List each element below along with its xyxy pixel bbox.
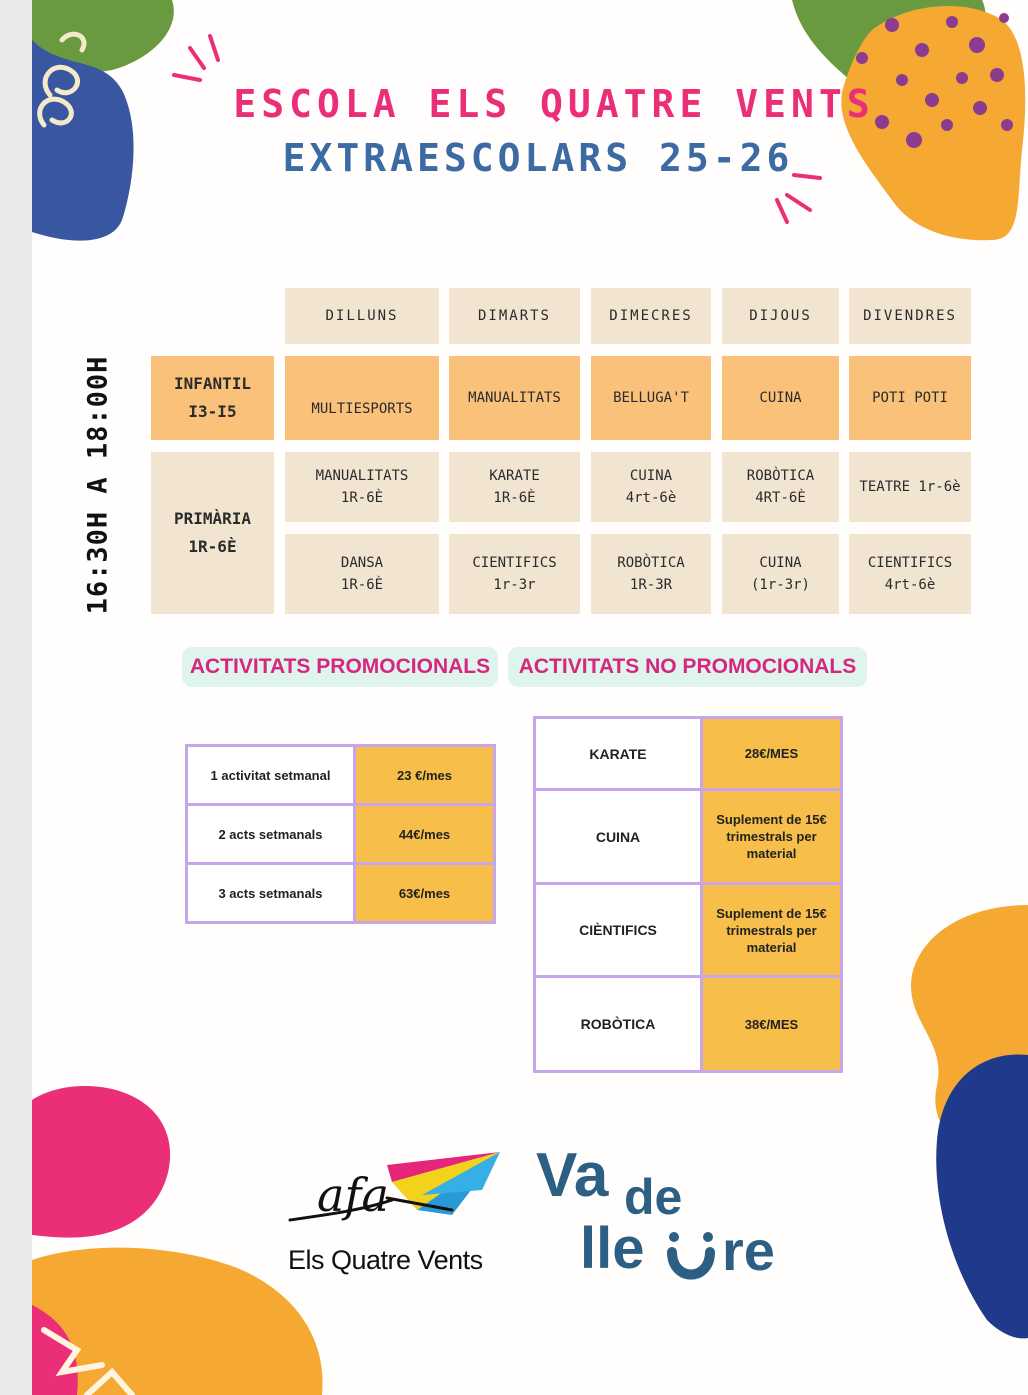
smiley-u-icon (32, 0, 1028, 1395)
school-title: ESCOLA ELS QUATRE VENTS (233, 82, 875, 126)
activity-level: 4RT-6È (755, 490, 806, 506)
activity-level: 1R-6È (340, 577, 384, 593)
activity-level: 1R-6È (340, 490, 384, 506)
vadelleure-logo-re: re (722, 1219, 775, 1282)
activity-name: CIENTIFICS (472, 555, 557, 571)
price-label: 2 acts setmanals (187, 805, 355, 864)
activity-name: TEATRE 1r-6è (859, 479, 961, 495)
activity-cell: MULTIESPORTS (285, 356, 439, 440)
activity-cell: MANUALITATS (449, 356, 580, 440)
price-value: 44€/mes (355, 805, 495, 864)
program-subtitle: EXTRAESCOLARS 25-26 (282, 136, 794, 180)
activity-level: 1R-3R (629, 577, 673, 593)
price-label: 1 activitat setmanal (187, 746, 355, 805)
vadelleure-logo-de: de (624, 1169, 683, 1225)
day-header: DIMECRES (591, 288, 711, 344)
vadelleure-logo-lle: lle (580, 1216, 645, 1281)
day-header: DILLUNS (285, 288, 439, 344)
activity-name: ROBÒTICA (617, 555, 685, 571)
activity-level: 1r-3r (493, 577, 536, 593)
activity-cell: CUINA (722, 356, 839, 440)
price-value: Suplement de 15€ trimestrals per material (702, 790, 842, 884)
row-header-label: INFANTIL (173, 374, 252, 393)
activity-cell: POTI POTI (849, 356, 971, 440)
afa-logo-word: afa (317, 1168, 389, 1222)
time-range-label: 16:30H A 18:00H (82, 355, 114, 615)
row-header-label: PRIMÀRIA (173, 509, 252, 528)
price-label: ROBÒTICA (535, 977, 702, 1072)
day-header: DIVENDRES (849, 288, 971, 344)
price-label: KARATE (535, 718, 702, 790)
activity-name: CIENTIFICS (867, 555, 953, 571)
price-value: 63€/mes (355, 864, 495, 923)
vadelleure-logo-va: Va (536, 1141, 609, 1210)
flyer-page (32, 0, 1028, 1395)
promo-heading: ACTIVITATS PROMOCIONALS (182, 647, 498, 687)
activity-cell: BELLUGA'T (591, 356, 711, 440)
day-header: DIMARTS (449, 288, 580, 344)
activity-level: 4rt-6è (884, 577, 936, 593)
price-label: CIÈNTIFICS (535, 884, 702, 977)
row-header-level: 1R-6È (188, 537, 237, 556)
day-header: DIJOUS (722, 288, 839, 344)
afa-logo-name: Els Quatre Vents (288, 1245, 483, 1275)
price-value: 38€/MES (702, 977, 842, 1072)
price-value: 23 €/mes (355, 746, 495, 805)
price-label: 3 acts setmanals (187, 864, 355, 923)
activity-name: ROBÒTICA (746, 468, 815, 484)
activity-name: MANUALITATS (315, 468, 409, 484)
row-header-level: I3-I5 (188, 402, 237, 421)
price-value: 28€/MES (702, 718, 842, 790)
activity-level: (1r-3r) (750, 577, 810, 593)
price-label: CUINA (535, 790, 702, 884)
activity-level: 4rt-6è (625, 490, 677, 506)
activity-name: CUINA (759, 555, 802, 571)
price-value: Suplement de 15€ trimestrals per material (702, 884, 842, 977)
activity-level: 1R-6È (493, 490, 536, 506)
nopromo-heading: ACTIVITATS NO PROMOCIONALS (508, 647, 867, 687)
activity-name: CUINA (629, 468, 673, 484)
activity-name: KARATE (489, 468, 540, 484)
activity-name: DANSA (340, 555, 384, 571)
